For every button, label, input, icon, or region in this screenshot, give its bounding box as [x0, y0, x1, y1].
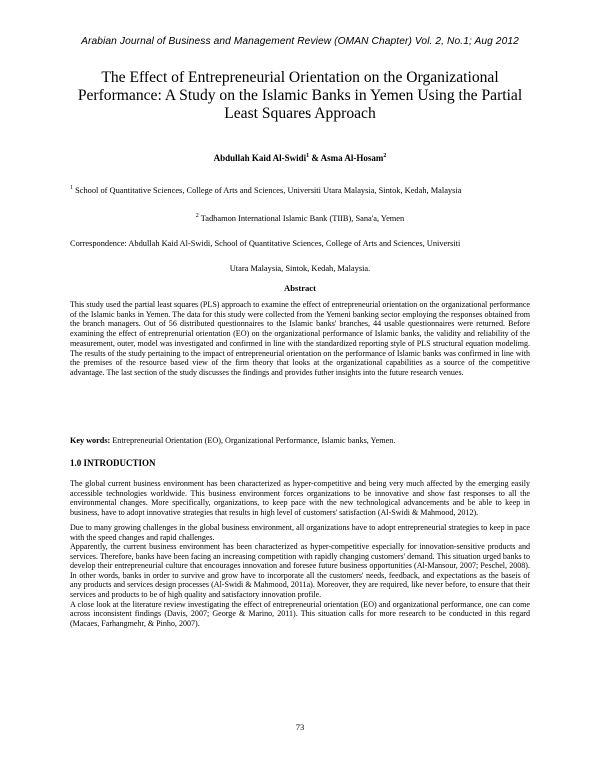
author-superscript: 1 [306, 153, 310, 159]
correspondence [70, 238, 530, 250]
affiliation-superscript: 1 [70, 185, 73, 191]
author-name: Asma Al-Hosam [320, 153, 384, 163]
keywords-text: Entrepreneurial Orientation (EO), Organizational Performance, Islamic banks, Yemen. [110, 436, 396, 445]
affiliation-2 [0, 210, 600, 225]
body-text [70, 479, 530, 628]
correspondence-line-2: Utara Malaysia, Sintok, Kedah, Malaysia. [229, 264, 371, 273]
affiliation-text: Tadhamon International Islamic Bank (TIIB), Sana'a, Yemen [198, 213, 405, 223]
paragraph: Due to many growing challenges in the global business environment, all organizations have to adopt entrepreneurial strategies to keep in pace with the speed changes and rapid challenges. [70, 523, 530, 542]
abstract-heading: Abstract [284, 283, 316, 293]
journal-header: Arabian Journal of Business and Management Review (OMAN Chapter) Vol. 2, No.1; Aug 2012 [81, 36, 519, 47]
keywords-label: Key words: [70, 436, 111, 445]
author-separator: & [309, 153, 321, 163]
paragraph: A close look at the literature review investigating the effect of entrepreneurial orientation (EO) and organizational performance, one can come across inconsistent findings (Davis, 2007; George & Marino, 2011). This situation calls for more research to be conducted in this regard (Macaes, Farhangmehr, & Pinho, 2007). [70, 599, 530, 628]
section-heading: 1.0 INTRODUCTION [70, 458, 156, 468]
affiliation-text: School of Quantitative Sciences, College of Arts and Sciences, Universiti Utara Malaysia, Sintok, Kedah, Malaysia [73, 185, 462, 195]
author-line [60, 153, 540, 163]
affiliation-1 [70, 182, 530, 197]
keywords-line [70, 436, 530, 445]
page-number: 73 [295, 722, 305, 732]
paragraph: The global current business environment has been characterized as hyper-competitive and being very much affected by the emerging easily accessible technologies worldwide. This business environment forces organizations to be innovative and show fast responses to all the environmental changes. More specifically, organizations, to keep pace with the new technological advancements and be able to keep in business, have to adopt innovative strategies that results in high level of customers' satisfaction (Al-Swidi & Mahmood, 2012). [70, 479, 530, 517]
author-superscript: 2 [383, 153, 387, 159]
correspondence-cont [0, 263, 600, 275]
paragraph: Apparently, the current business environment has been characterized as hyper-competitive especially for innovation-sensitive products and services. Therefore, banks have been facing an increasing competition with rapidly changing customers' demand. This situation urged banks to develop their entrepreneurial culture that encourages innovation and foresee future business opportunities (Al-Mansour, 2007; Peschel, 2008). In other words, banks in order to survive and grow have to incorporate all the customers' needs, feedback, and expectations as the baseis of any products and services design processes (Al-Swidi & Mahmood, 2011a). Moreover, they are required, like never before, to ensure that their services and products to be of high quality and satisfactory innovation profile. [70, 542, 530, 600]
paper-title: The Effect of Entrepreneurial Orientation on the Organizational Performance: A Study on the Islamic Banks in Yemen Using the Partial Least Squares Approach [77, 69, 523, 122]
affiliation-superscript: 2 [195, 213, 199, 219]
author-name: Abdullah Kaid Al-Swidi [213, 153, 307, 163]
correspondence-line-1: Correspondence: Abdullah Kaid Al-Swidi, School of Quantitative Sciences, College of Arts and Sciences, Universiti [70, 239, 461, 248]
abstract-text: This study used the partial least squares (PLS) approach to examine the effect of entrepreneurial orientation on the organizational performance of the Islamic banks in Yemen. The data for this study were collected from the Yemeni banking sector employing the responses obtained from the branch managers. Out of 56 distributed questionnaires to the Islamic banks' branches, 44 usable questionnaires were returned. Before examining the effect of entreprenurial orientation (EO) on the organizational performance of Islamic banks, the validity and reliability of the measurement, outer, model was investigated and confirmed in line with the standardized reporting style of PLS structural equation modelimg. The results of the study pertaining to the impact of entrepreneurial orientation on the performance of Islamic banks was confirmed in line with the premises of the resource based view of the firm theory that looks at the organizational capabilities as a source of the competitive advantage. The last section of the study discusses the findings and provides futher insights into the future research venues. [70, 300, 530, 377]
